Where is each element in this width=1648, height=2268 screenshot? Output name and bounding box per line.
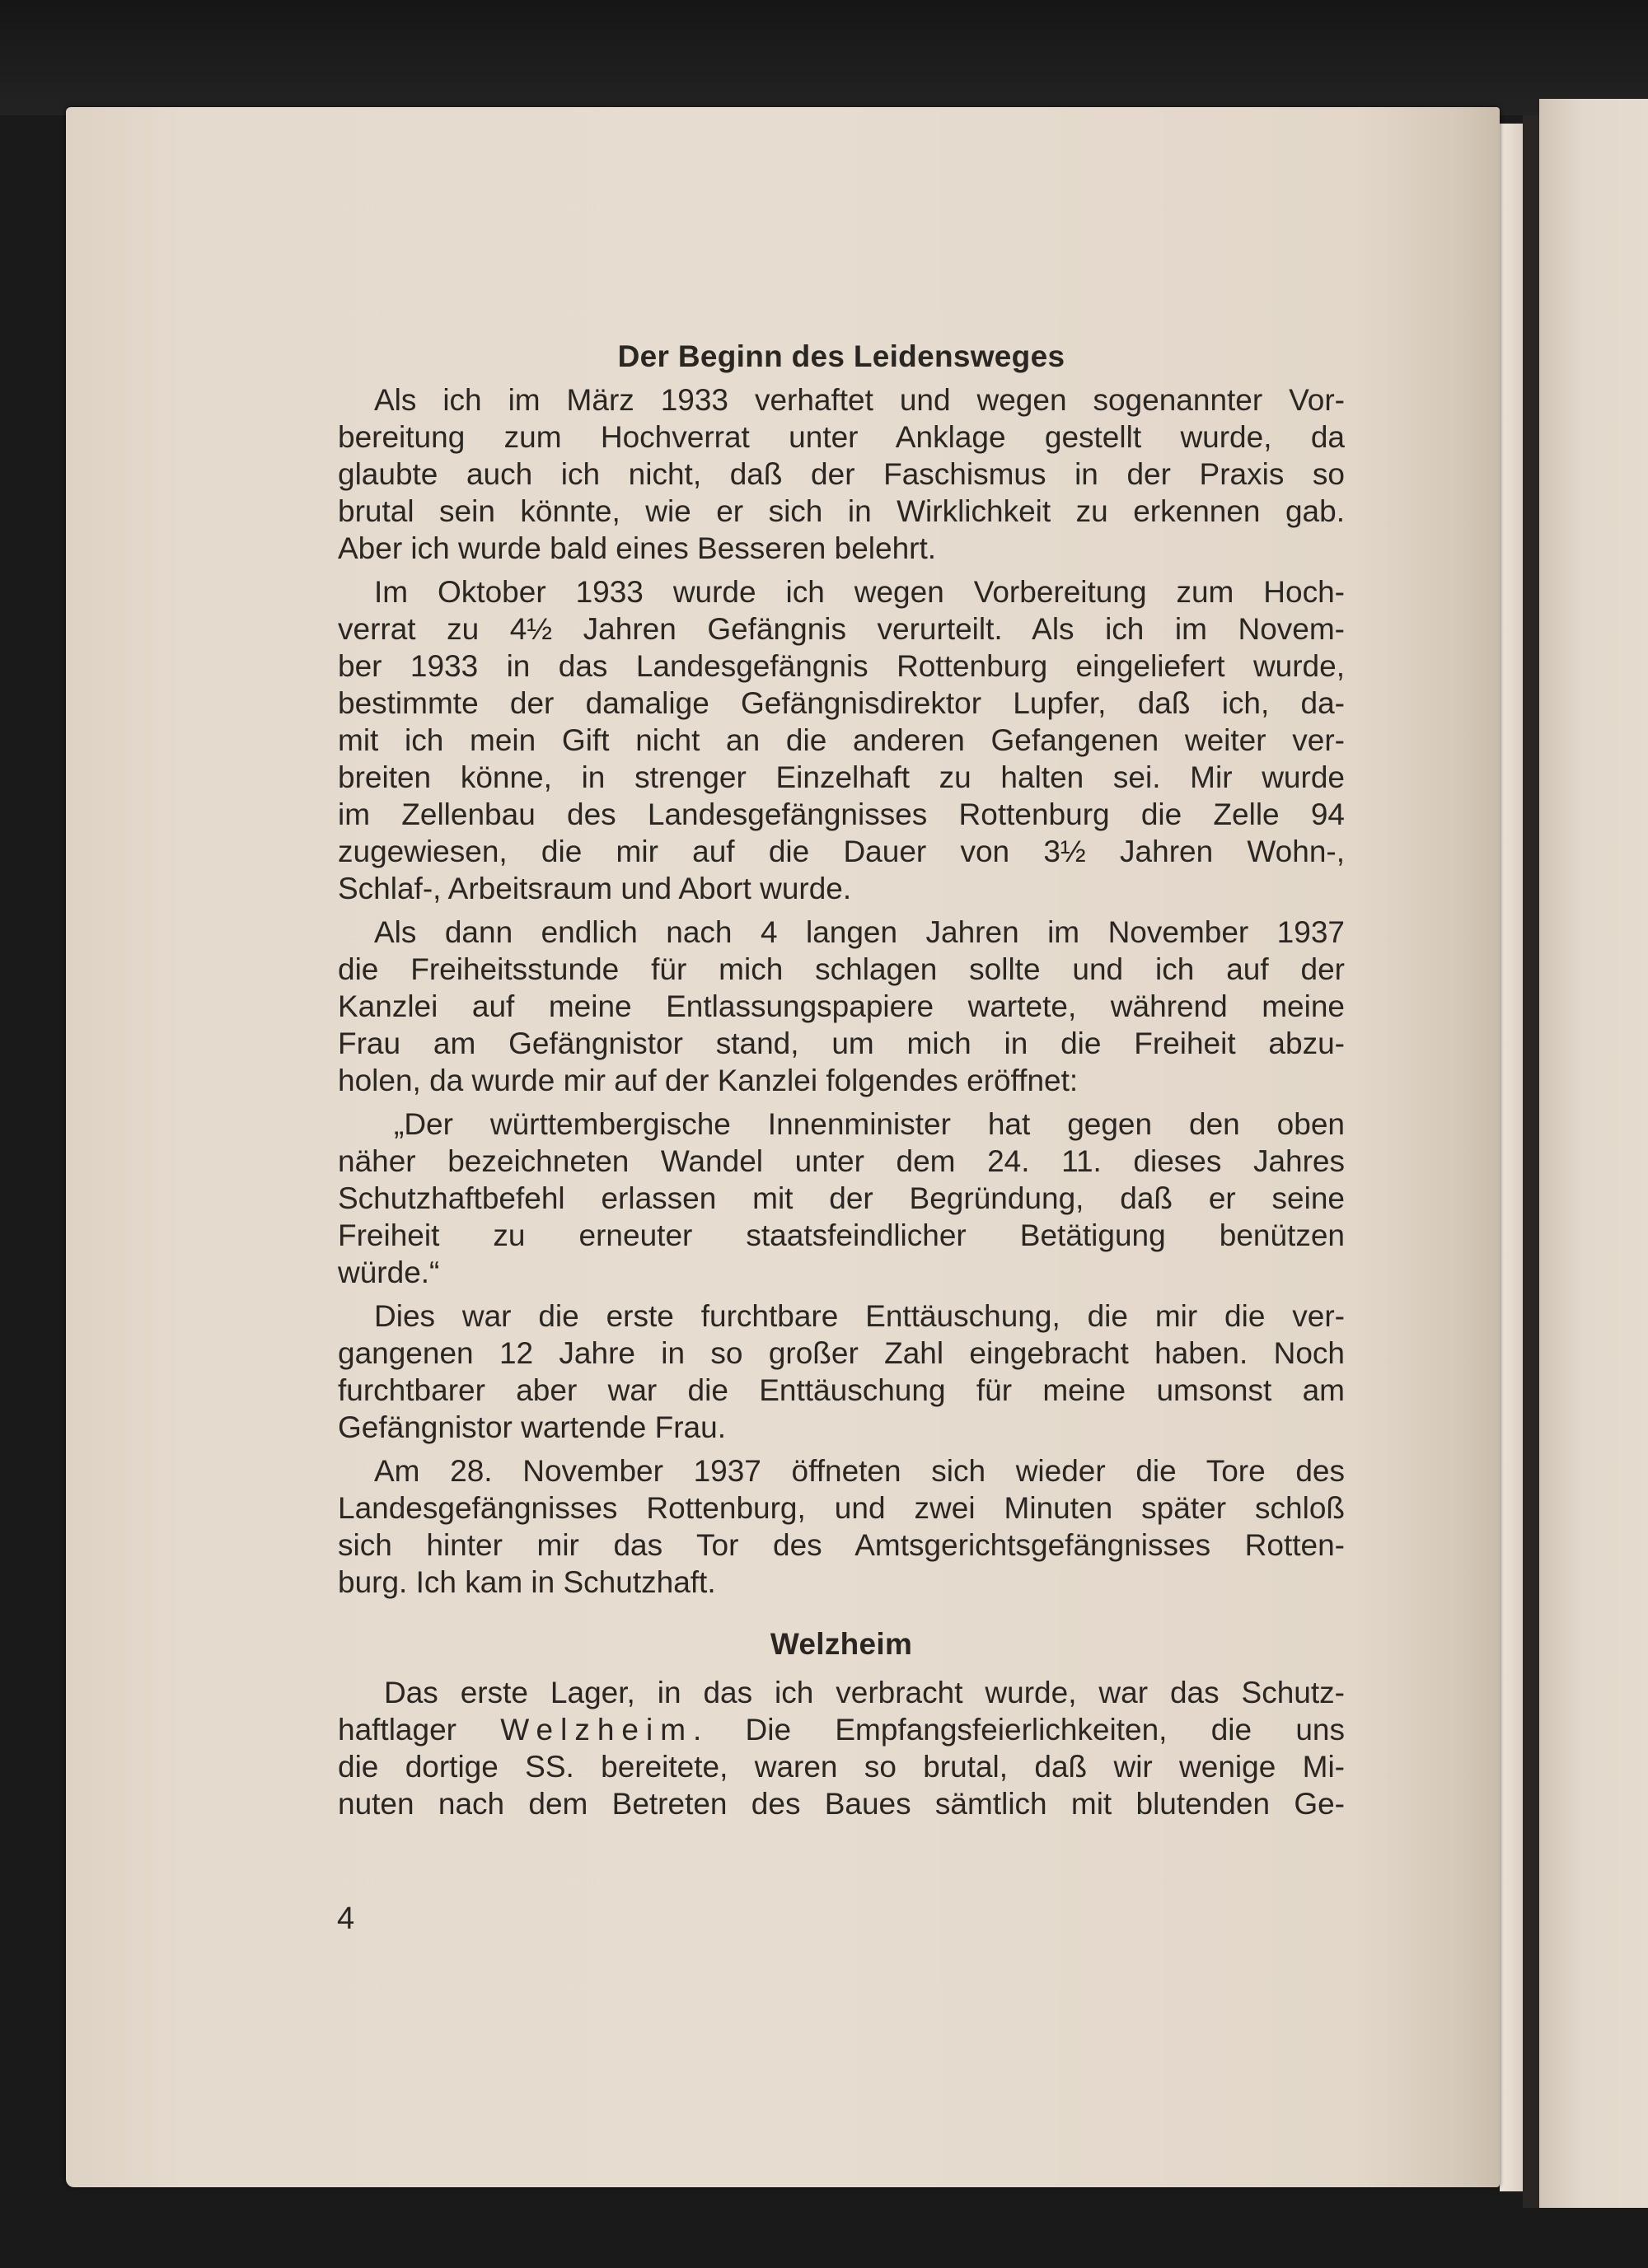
page-number: 4 (337, 1901, 355, 1936)
text-line (338, 1711, 1345, 1748)
spaced-emphasis: Welzheim (500, 1713, 694, 1747)
text-line: bestimmte der damalige Gefängnisdirektor Lupfer, daß ich, da- (338, 686, 1345, 720)
text-line: Im Oktober 1933 wurde ich wegen Vorbereitung zum Hoch- (374, 575, 1345, 609)
text-line: bereitung zum Hochverrat unter Anklage gestellt wurde, da (338, 420, 1345, 454)
text-line: zugewiesen, die mir auf die Dauer von 3½ Jahren Wohn-, (338, 835, 1345, 868)
text-line: Schlaf-, Arbeitsraum und Abort wurde. (338, 872, 852, 905)
text-line: Das erste Lager, in das ich verbracht wurde, war das Schutz- (384, 1676, 1345, 1709)
text-line: sich hinter mir das Tor des Amtsgerichtsgefängnisses Rotten- (338, 1528, 1345, 1562)
text-line: Dies war die erste furchtbare Enttäuschung, die mir die ver- (374, 1299, 1345, 1333)
text-line: Frau am Gefängnistor stand, um mich in die Freiheit abzu- (338, 1026, 1345, 1060)
text-line: mit ich mein Gift nicht an die anderen Gefangenen weiter ver- (338, 723, 1345, 757)
text-line: näher bezeichneten Wandel unter dem 24. 11. dieses Jahres (338, 1144, 1345, 1178)
text-line: burg. Ich kam in Schutzhaft. (338, 1565, 716, 1599)
text-line: Gefängnistor wartende Frau. (338, 1410, 726, 1444)
text-line: glaubte auch ich nicht, daß der Faschismus in der Praxis so (338, 457, 1345, 491)
next-page-edge (1539, 99, 1648, 2208)
text-line: die Freiheitsstunde für mich schlagen sollte und ich auf der (338, 952, 1345, 986)
section-heading: Welzheim (770, 1627, 913, 1661)
paragraph (338, 1674, 1345, 1822)
paragraph (338, 573, 1345, 907)
background (0, 0, 1648, 115)
text-line: verrat zu 4½ Jahren Gefängnis verurteilt. Als ich im Novem- (338, 612, 1345, 646)
text-segment: . Die Empfangsfeierlichkeiten, die uns (693, 1713, 1345, 1747)
text-line: würde.“ (338, 1256, 440, 1289)
text-line: Schutzhaftbefehl erlassen mit der Begründung, daß er seine (338, 1181, 1345, 1215)
section-heading: Der Beginn des Leidensweges (617, 339, 1065, 373)
paragraph (338, 1106, 1345, 1291)
text-line: holen, da wurde mir auf der Kanzlei folgendes eröffnet: (338, 1064, 1079, 1097)
page-text (338, 338, 1345, 1822)
text-line: Freiheit zu erneuter staatsfeindlicher Betätigung benützen (338, 1218, 1345, 1252)
paragraph (338, 381, 1345, 567)
text-line: Aber ich wurde bald eines Besseren belehrt. (338, 531, 937, 565)
paragraph (338, 1298, 1345, 1446)
text-line: Als ich im März 1933 verhaftet und wegen sogenannter Vor- (374, 383, 1345, 417)
text-line: die dortige SS. bereitete, waren so brutal, daß wir wenige Mi- (338, 1750, 1345, 1784)
text-line: breiten könne, in strenger Einzelhaft zu halten sei. Mir wurde (338, 760, 1345, 794)
text-line: ber 1933 in das Landesgefängnis Rottenburg eingeliefert wurde, (338, 649, 1345, 683)
text-line: Am 28. November 1937 öffneten sich wieder die Tore des (374, 1454, 1345, 1488)
text-line: Kanzlei auf meine Entlassungspapiere wartete, während meine (338, 989, 1345, 1023)
text-line: Landesgefängnisses Rottenburg, und zwei Minuten später schloß (338, 1491, 1345, 1525)
text-line: nuten nach dem Betreten des Baues sämtlich mit blutenden Ge- (338, 1787, 1345, 1821)
paragraph (338, 1452, 1345, 1601)
book-gutter (1523, 115, 1539, 2208)
text-line: gangenen 12 Jahre in so großer Zahl eingebracht haben. Noch (338, 1336, 1345, 1370)
text-segment: haftlager (338, 1713, 501, 1747)
page-stack-edge (1500, 124, 1523, 2191)
text-line: furchtbarer aber war die Enttäuschung für meine umsonst am (338, 1373, 1345, 1407)
text-line: Als dann endlich nach 4 langen Jahren im November 1937 (374, 915, 1345, 949)
text-line: brutal sein könnte, wie er sich in Wirklichkeit zu erkennen gab. (338, 494, 1345, 528)
text-line: „Der württembergische Innenminister hat gegen den oben (394, 1107, 1345, 1141)
paragraph (338, 914, 1345, 1099)
text-line: im Zellenbau des Landesgefängnisses Rottenburg die Zelle 94 (338, 797, 1345, 831)
